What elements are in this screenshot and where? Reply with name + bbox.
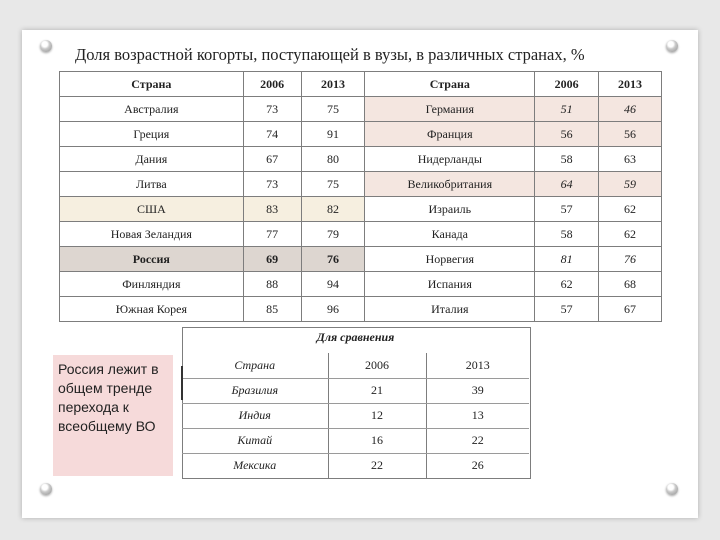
table-header-row [60,72,662,97]
table-row [60,97,662,122]
table-cell: Новая Зеландия [60,222,244,247]
table-cell: 76 [599,247,662,272]
table-cell: 67 [599,297,662,322]
table-cell: 80 [301,147,365,172]
table-cell: Испания [365,272,535,297]
table-cell: 46 [599,97,662,122]
table-cell: 58 [535,147,599,172]
table-cell: Канада [365,222,535,247]
table-cell: 74 [243,122,301,147]
table-cell: 51 [535,97,599,122]
table-cell: 91 [301,122,365,147]
table-cell: Финляндия [60,272,244,297]
table-cell: 83 [243,197,301,222]
header-cell: 2013 [599,72,662,97]
table-cell: 64 [535,172,599,197]
table-cell: 12 [328,403,426,428]
table-row-russia [60,247,662,272]
table-cell: 69 [243,247,301,272]
table-cell: 73 [243,172,301,197]
comparison-table [182,353,529,478]
table-cell: 68 [599,272,662,297]
pin-icon [40,483,52,495]
table-cell: Китай [182,428,328,453]
table-cell: 57 [535,297,599,322]
table-cell: 58 [535,222,599,247]
header-cell: Страна [60,72,244,97]
table-cell: Бразилия [182,378,328,403]
table-cell: США [60,197,244,222]
table-cell: 39 [426,378,529,403]
side-note: Россия лежит в общем тренде перехода к всеобщему ВО [53,355,173,476]
table-row [60,272,662,297]
comparison-title: Для сравнения [316,330,395,344]
table-cell: 73 [243,97,301,122]
header-cell: Страна [365,72,535,97]
table-cell: 13 [426,403,529,428]
table-cell: Великобритания [365,172,535,197]
table-row [182,378,529,403]
table-cell: Норвегия [365,247,535,272]
table-row [60,197,662,222]
table-cell: 77 [243,222,301,247]
table-cell: 76 [301,247,365,272]
table-row [182,403,529,428]
table-cell: Нидерланды [365,147,535,172]
table-row [60,222,662,247]
table-cell: 16 [328,428,426,453]
table-cell: Австралия [60,97,244,122]
table-cell: Литва [60,172,244,197]
header-cell: Страна [182,353,328,378]
table-cell: 56 [599,122,662,147]
table-cell: Франция [365,122,535,147]
table-cell: Германия [365,97,535,122]
header-cell: 2006 [535,72,599,97]
table-cell: 75 [301,172,365,197]
table-cell: 21 [328,378,426,403]
table-row [60,147,662,172]
table-cell: 22 [328,453,426,478]
pin-icon [666,483,678,495]
table-cell: 94 [301,272,365,297]
bracket-decoration [177,366,183,400]
table-cell: Израиль [365,197,535,222]
table-cell: 96 [301,297,365,322]
table-cell: 75 [301,97,365,122]
table-cell: 81 [535,247,599,272]
table-cell: 62 [599,222,662,247]
table-cell: 67 [243,147,301,172]
table-cell: Дания [60,147,244,172]
table-cell: 26 [471,458,484,473]
table-cell: 57 [535,197,599,222]
table-cell: 63 [599,147,662,172]
table-cell: 62 [535,272,599,297]
table-cell: Италия [365,297,535,322]
table-cell: 88 [243,272,301,297]
table-cell: 59 [599,172,662,197]
table-row [60,297,662,322]
main-table [59,71,662,322]
table-cell: 85 [243,297,301,322]
table-row [60,172,662,197]
table-cell: 79 [301,222,365,247]
slide-title: Доля возрастной когорты, поступающей в вузы, в различных странах, % [75,45,585,64]
table-cell: Южная Корея [60,297,244,322]
table-cell: 56 [535,122,599,147]
table-cell: Мексика [182,453,328,478]
table-row [182,453,529,478]
table-row [60,122,662,147]
pin-icon [40,40,52,52]
comparison-header-row [182,353,529,378]
header-cell: 2006 [328,353,426,378]
header-cell: 2006 [243,72,301,97]
table-cell: Россия [60,247,244,272]
table-cell: Греция [60,122,244,147]
header-cell: 2013 [426,353,529,378]
header-cell: 2013 [301,72,365,97]
table-cell: 22 [426,428,529,453]
table-row [182,428,529,453]
table-cell: 62 [599,197,662,222]
table-cell: 82 [301,197,365,222]
table-cell: Индия [182,403,328,428]
pin-icon [666,40,678,52]
